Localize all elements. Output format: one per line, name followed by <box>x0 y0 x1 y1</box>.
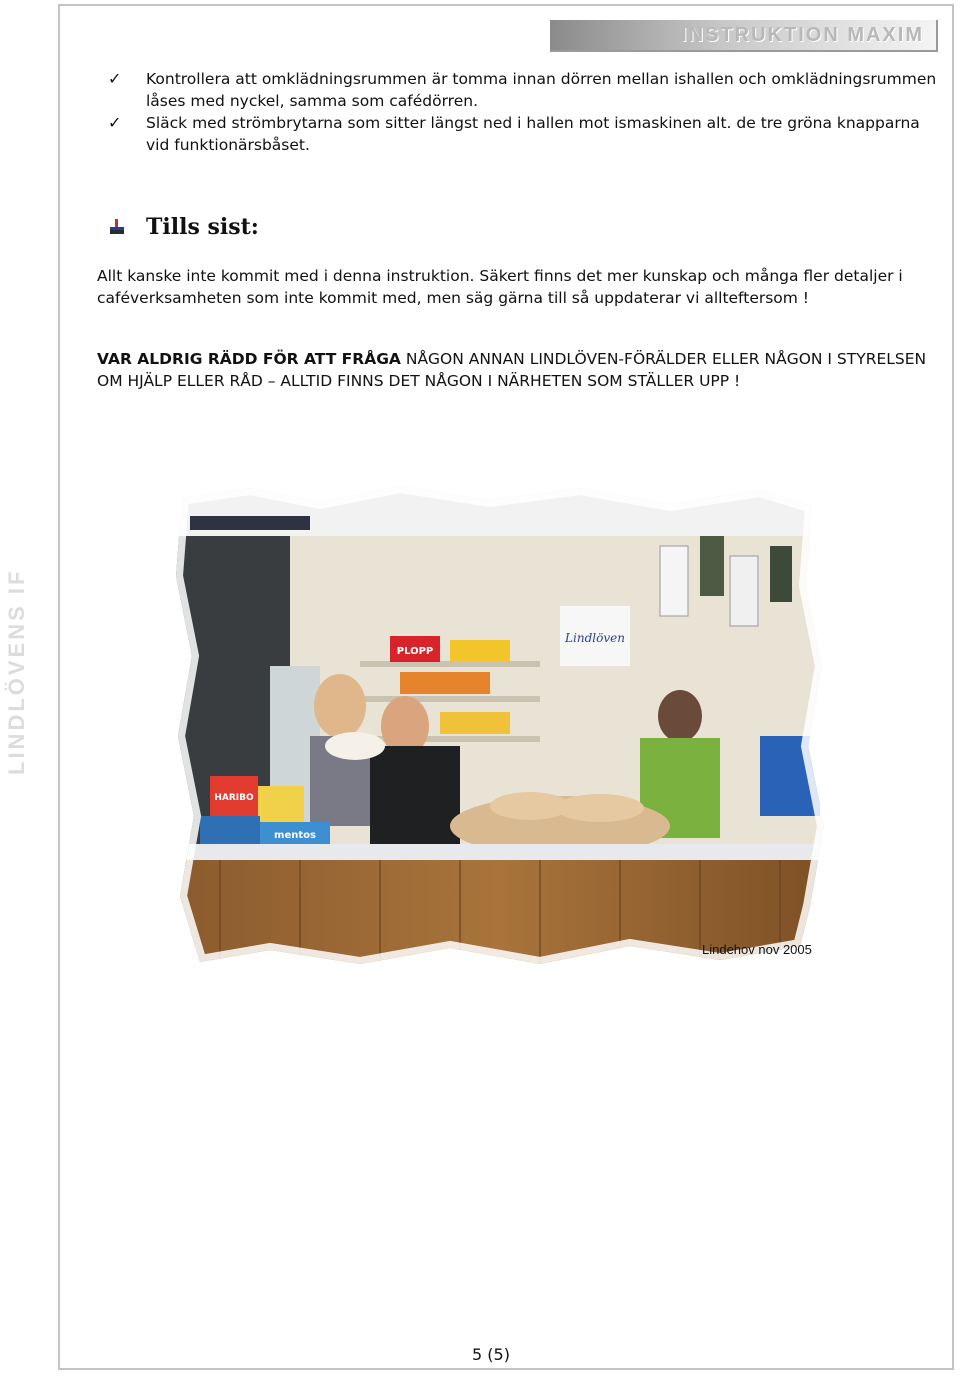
checklist <box>108 68 944 156</box>
checklist-item-text: Släck med strömbrytarna som sitter längst ned i hallen mot ismaskinen alt. de tre gröna knapparna vid funktionärsbåset. <box>146 114 920 154</box>
cafe-photo <box>160 476 836 974</box>
closing-paragraph: Allt kanske inte kommit med i denna instruktion. Säkert finns det mer kunskap och många fler detaljer i caféverksamheten som inte kommit med, men säg gärna till så uppdaterar vi allteftersom ! <box>97 267 903 307</box>
check-icon: ✓ <box>108 69 122 88</box>
photo-caption: Lindehov nov 2005 <box>702 942 812 957</box>
header-bar <box>550 20 938 52</box>
checklist-item-text: Kontrollera att omklädningsrummen är tomma innan dörren mellan ishallen och omklädningsrummen låses med nyckel, samma som cafédörren. <box>146 70 937 110</box>
check-icon: ✓ <box>108 113 122 132</box>
photo-box-label: HARIBO <box>214 793 254 803</box>
checklist-item <box>108 112 944 156</box>
checklist-item <box>108 68 944 112</box>
hand-pointer-icon <box>108 218 126 236</box>
photo-box-label: mentos <box>274 830 316 841</box>
side-label: LINDLÖVENS IF <box>4 568 29 775</box>
notice-rest: NÅGON ANNAN LINDLÖVEN-FÖRÄLDER ELLER NÅGON I STYRELSEN OM HJÄLP ELLER RÅD – ALLTID FINNS DET NÅGON I NÄRHETEN SOM STÄLLER UPP ! <box>97 350 927 390</box>
photo-sign-text: Lindlöven <box>565 631 625 645</box>
section-title: Tills sist: <box>146 214 259 240</box>
section-heading <box>108 214 259 240</box>
page-number: 5 (5) <box>472 1345 510 1364</box>
photo-box-label: PLOPP <box>396 646 434 657</box>
cafe-photo-illustration <box>160 476 836 974</box>
notice-paragraph <box>97 348 947 392</box>
notice-bold: VAR ALDRIG RÄDD FÖR ATT FRÅGA <box>97 350 401 368</box>
header-title: INSTRUKTION MAXIM <box>681 24 924 46</box>
